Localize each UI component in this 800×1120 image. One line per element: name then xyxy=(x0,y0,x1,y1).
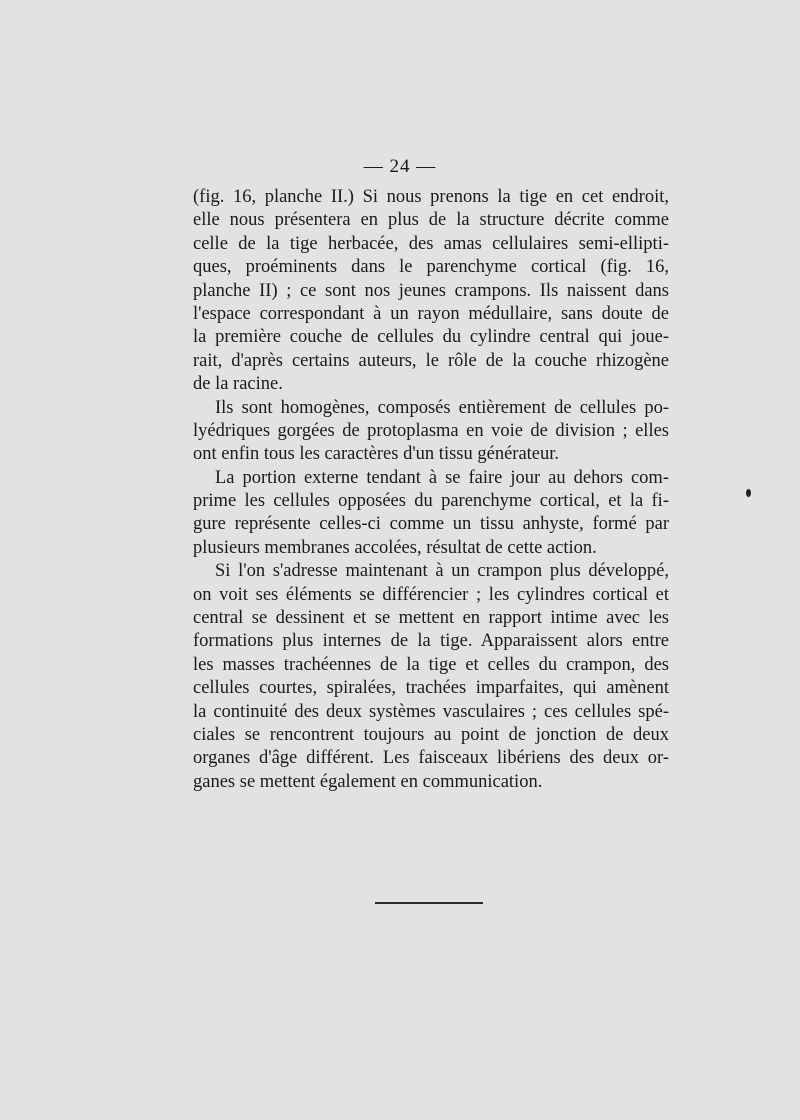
paragraph-4 xyxy=(193,560,669,794)
text-line: organes d'âge différent. Les faisceaux libériens des deux or- xyxy=(193,748,669,769)
text-line: plusieurs membranes accolées, résultat de cette action. xyxy=(193,537,597,558)
text-line: l'espace correspondant à un rayon médullaire, sans doute de xyxy=(193,303,669,324)
text-line: ques, proéminents dans le parenchyme cortical (fig. 16, xyxy=(193,257,669,278)
text-line: formations plus internes de la tige. Apparaissent alors entre xyxy=(193,631,669,652)
text-line: (fig. 16, planche II.) Si nous prenons la tige en cet endroit, xyxy=(193,187,669,207)
closing-rule xyxy=(375,902,483,904)
text-line: de la racine. xyxy=(193,374,283,395)
text-line: on voit ses éléments se différencier ; les cylindres cortical et xyxy=(193,584,669,605)
text-line: La portion externe tendant à se faire jour au dehors com- xyxy=(215,467,669,488)
text-line: lyédriques gorgées de protoplasma en voie de division ; elles xyxy=(193,420,669,441)
text-line: gure représente celles-ci comme un tissu anhyste, formé par xyxy=(193,514,669,535)
text-line: les masses trachéennes de la tige et celles du crampon, des xyxy=(193,654,669,675)
text-line: cellules courtes, spiralées, trachées imparfaites, qui amènent xyxy=(193,678,669,699)
text-line: elle nous présentera en plus de la structure décrite comme xyxy=(193,210,669,231)
text-line: planche II) ; ce sont nos jeunes crampons. Ils naissent dans xyxy=(193,280,669,301)
paragraph-1 xyxy=(193,186,669,397)
text-line: la première couche de cellules du cylindre central qui joue- xyxy=(193,327,669,348)
text-line: Si l'on s'adresse maintenant à un crampon plus développé, xyxy=(215,561,669,582)
text-line: ciales se rencontrent toujours au point de jonction de deux xyxy=(193,724,669,745)
paragraph-3 xyxy=(193,467,669,561)
text-line: la continuité des deux systèmes vasculaires ; ces cellules spé- xyxy=(193,701,669,722)
text-line: prime les cellules opposées du parenchyme cortical, et la fi- xyxy=(193,491,669,512)
text-line: rait, d'après certains auteurs, le rôle de la couche rhizogène xyxy=(193,350,669,371)
paragraph-2 xyxy=(193,397,669,467)
page-number: — 24 — xyxy=(363,156,437,177)
text-line: central se dessinent et se mettent en rapport intime avec les xyxy=(193,608,669,629)
text-line: ont enfin tous les caractères d'un tissu générateur. xyxy=(193,444,560,465)
text-line: ganes se mettent également en communication. xyxy=(193,771,543,792)
ink-speck xyxy=(746,489,751,497)
text-line: celle de la tige herbacée, des amas cellulaires semi-ellipti- xyxy=(193,233,669,254)
text-line: Ils sont homogènes, composés entièrement de cellules po- xyxy=(215,397,669,418)
body-text xyxy=(193,186,669,794)
